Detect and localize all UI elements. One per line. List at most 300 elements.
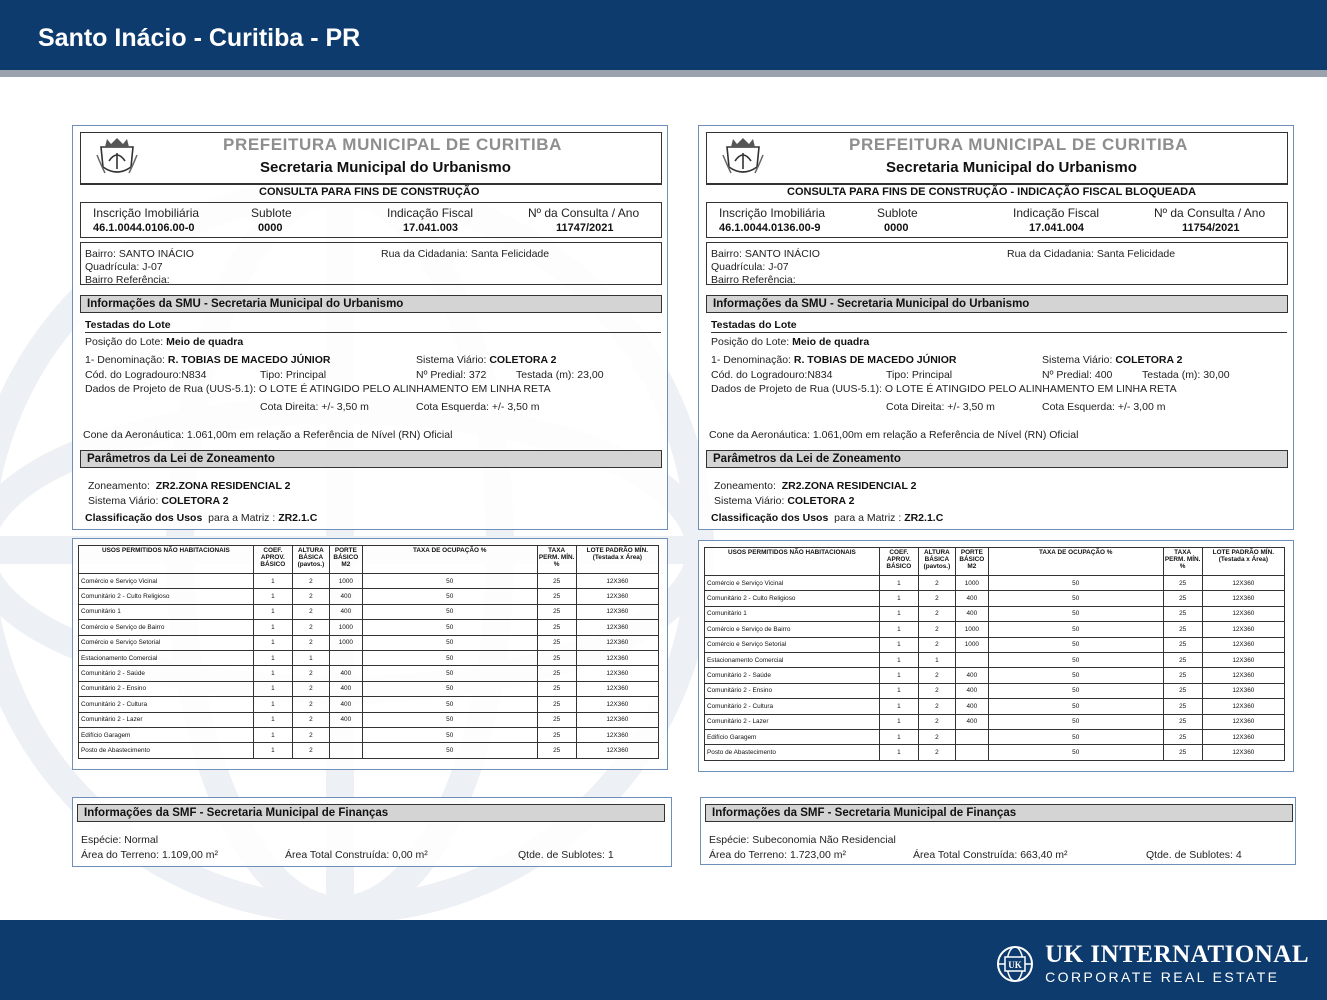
table-row: [705, 683, 1285, 698]
table-cell: 12X360: [1202, 637, 1284, 652]
table-header-cell: COEF. APROV. BÁSICO: [253, 546, 292, 574]
table-cell: Estacionamento Comercial: [79, 650, 254, 665]
table-cell: 50: [362, 574, 537, 589]
table-cell: 25: [537, 589, 576, 604]
table-cell: 400: [955, 699, 988, 714]
denominacao: 1- Denominação: R. TOBIAS DE MACEDO JÚNIOR: [85, 354, 331, 366]
table-header-cell: LOTE PADRÃO MÍN. (Testada x Área): [576, 546, 658, 574]
table-cell: Comunitário 2 - Cultura: [705, 699, 880, 714]
table-cell: 2: [918, 714, 955, 729]
especie: Espécie: Normal: [81, 834, 159, 846]
table-cell: 2: [292, 712, 329, 727]
consulta-title: CONSULTA PARA FINS DE CONSTRUÇÃO: [259, 186, 480, 198]
table-cell: 12X360: [1202, 668, 1284, 683]
table-cell: 50: [362, 727, 537, 742]
table-cell: 1: [879, 729, 918, 744]
consulta-number-value: 11754/2021: [1182, 222, 1240, 234]
table-cell: Comunitário 1: [705, 606, 880, 621]
table-cell: Comércio e Serviço Vicinal: [705, 576, 880, 591]
inscricao-value: 46.1.0044.0136.00-9: [719, 222, 821, 234]
table-header-cell: USOS PERMITIDOS NÃO HABITACIONAIS: [705, 548, 880, 576]
table-row: [705, 637, 1285, 652]
table-cell: 25: [1163, 714, 1202, 729]
classificacao-usos: Classificação dos Usos para a Matriz : ZR2.1.C: [711, 512, 944, 524]
table-cell: 25: [537, 712, 576, 727]
table-cell: 50: [988, 714, 1163, 729]
uses-table: [704, 547, 1285, 761]
table-cell: 2: [918, 745, 955, 760]
consulta-document: [72, 125, 668, 530]
table-cell: 400: [329, 604, 362, 619]
table-cell: 50: [362, 635, 537, 650]
testada: Testada (m): 23,00: [516, 369, 604, 381]
table-row: [79, 697, 659, 712]
table-cell: 25: [1163, 652, 1202, 667]
table-cell: 50: [988, 591, 1163, 606]
bairro-referencia: Bairro Referência:: [711, 274, 796, 286]
table-cell: 1: [879, 745, 918, 760]
divider: [706, 183, 1288, 184]
page-title: Santo Inácio - Curitiba - PR: [38, 24, 361, 52]
table-cell: 25: [1163, 745, 1202, 760]
table-header-cell: TAXA DE OCUPAÇÃO %: [362, 546, 537, 574]
classificacao-usos: Classificação dos Usos para a Matriz : ZR2.1.C: [85, 512, 318, 524]
table-header-cell: COEF. APROV. BÁSICO: [879, 548, 918, 576]
crest-icon: [721, 135, 765, 179]
bairro-referencia: Bairro Referência:: [85, 274, 170, 286]
table-cell: 50: [988, 576, 1163, 591]
table-cell: 1000: [955, 576, 988, 591]
sistema-viario-zoning: Sistema Viário: COLETORA 2: [88, 495, 229, 507]
table-header-cell: ALTURA BÁSICA (pavtos.): [292, 546, 329, 574]
table-cell: Posto de Abastecimento: [79, 743, 254, 758]
testadas-heading: Testadas do Lote: [85, 319, 171, 331]
table-cell: Comunitário 1: [79, 604, 254, 619]
brand-tagline: CORPORATE REAL ESTATE: [1045, 969, 1280, 985]
table-cell: 1: [879, 699, 918, 714]
table-cell: 2: [918, 622, 955, 637]
table-row: [79, 604, 659, 619]
table-row: [705, 606, 1285, 621]
cod-logradouro: Cód. do Logradouro:N834: [711, 369, 833, 381]
table-cell: 12X360: [576, 666, 658, 681]
table-cell: 12X360: [576, 743, 658, 758]
table-row: [79, 681, 659, 696]
smf-panel: [72, 797, 672, 867]
table-cell: Comunitário 2 - Culto Religioso: [79, 589, 254, 604]
table-cell: 400: [329, 697, 362, 712]
table-cell: 1: [918, 652, 955, 667]
table-cell: 2: [292, 681, 329, 696]
header-divider: [0, 70, 1327, 77]
cone-aeronautica: Cone da Aeronáutica: 1.061,00m em relação a Referência de Nível (RN) Oficial: [709, 429, 1079, 441]
table-cell: [955, 729, 988, 744]
table-row: [705, 699, 1285, 714]
table-row: [79, 620, 659, 635]
bairro: Bairro: SANTO INÁCIO: [85, 248, 194, 260]
zoning-section-title: Parâmetros da Lei de Zoneamento: [80, 450, 662, 468]
consulta-title: CONSULTA PARA FINS DE CONSTRUÇÃO - INDICAÇÃO FISCAL BLOQUEADA: [787, 186, 1197, 198]
table-cell: 400: [329, 681, 362, 696]
cota-direita: Cota Direita: +/- 3,50 m: [260, 401, 369, 413]
table-cell: 50: [988, 606, 1163, 621]
table-cell: 12X360: [1202, 591, 1284, 606]
table-cell: Comunitário 2 - Culto Religioso: [705, 591, 880, 606]
table-cell: [329, 650, 362, 665]
table-cell: [955, 652, 988, 667]
table-cell: 1: [292, 650, 329, 665]
table-cell: 1000: [955, 622, 988, 637]
table-cell: Posto de Abastecimento: [705, 745, 880, 760]
table-cell: 25: [1163, 699, 1202, 714]
dados-projeto-rua: Dados de Projeto de Rua (UUS-5.1): O LOTE É ATINGIDO PELO ALINHAMENTO EM LINHA RETA: [711, 383, 1177, 395]
table-cell: 2: [292, 574, 329, 589]
table-cell: 400: [329, 712, 362, 727]
cone-aeronautica: Cone da Aeronáutica: 1.061,00m em relação a Referência de Nível (RN) Oficial: [83, 429, 453, 441]
table-cell: 25: [537, 743, 576, 758]
table-cell: 25: [1163, 729, 1202, 744]
sublote-value: 0000: [884, 222, 909, 234]
table-cell: 2: [292, 589, 329, 604]
smu-section-title: Informações da SMU - Secretaria Municipal do Urbanismo: [706, 295, 1288, 313]
qtde-sublotes: Qtde. de Sublotes: 1: [518, 849, 614, 861]
consulta-number-label: Nº da Consulta / Ano: [1154, 206, 1266, 220]
table-cell: 50: [362, 604, 537, 619]
table-cell: Comércio e Serviço de Bairro: [705, 622, 880, 637]
table-cell: 25: [537, 727, 576, 742]
indicacao-value: 17.041.004: [1029, 222, 1085, 234]
table-cell: 50: [362, 681, 537, 696]
testada: Testada (m): 30,00: [1142, 369, 1230, 381]
table-cell: 1000: [329, 574, 362, 589]
table-cell: 12X360: [1202, 729, 1284, 744]
table-header-cell: TAXA PERM. MÍN. %: [1163, 548, 1202, 576]
table-cell: 25: [1163, 683, 1202, 698]
table-cell: 1: [253, 666, 292, 681]
consulta-number-label: Nº da Consulta / Ano: [528, 206, 640, 220]
cota-direita: Cota Direita: +/- 3,50 m: [886, 401, 995, 413]
table-cell: [955, 745, 988, 760]
uses-table: [78, 545, 659, 759]
table-cell: 400: [329, 589, 362, 604]
prefeitura-title: PREFEITURA MUNICIPAL DE CURITIBA: [849, 135, 1189, 154]
table-row: [705, 622, 1285, 637]
table-cell: 1: [879, 622, 918, 637]
table-row: [705, 714, 1285, 729]
table-cell: [329, 743, 362, 758]
consulta-document: [698, 125, 1294, 530]
table-cell: 2: [918, 668, 955, 683]
table-row: [79, 666, 659, 681]
table-cell: 1: [253, 697, 292, 712]
table-row: [79, 743, 659, 758]
table-cell: 12X360: [1202, 622, 1284, 637]
table-cell: Comércio e Serviço Vicinal: [79, 574, 254, 589]
table-cell: 2: [918, 683, 955, 698]
table-cell: 2: [292, 743, 329, 758]
tipo: Tipo: Principal: [886, 369, 953, 381]
rua-cidadania: Rua da Cidadania: Santa Felicidade: [381, 248, 550, 260]
table-cell: 12X360: [1202, 745, 1284, 760]
area-construida: Área Total Construída: 0,00 m²: [285, 849, 428, 861]
table-cell: 400: [955, 683, 988, 698]
table-header-cell: LOTE PADRÃO MÍN. (Testada x Área): [1202, 548, 1284, 576]
table-cell: 25: [1163, 576, 1202, 591]
dados-projeto-rua: Dados de Projeto de Rua (UUS-5.1): O LOTE É ATINGIDO PELO ALINHAMENTO EM LINHA RETA: [85, 383, 551, 395]
sistema-viario-zoning: Sistema Viário: COLETORA 2: [714, 495, 855, 507]
table-header-cell: PORTE BÁSICO M2: [329, 546, 362, 574]
cota-esquerda: Cota Esquerda: +/- 3,00 m: [1042, 401, 1166, 413]
zoneamento: Zoneamento: ZR2.ZONA RESIDENCIAL 2: [714, 480, 917, 492]
table-cell: 25: [1163, 606, 1202, 621]
table-cell: Comunitário 2 - Saúde: [705, 668, 880, 683]
sublote-label: Sublote: [877, 206, 918, 220]
table-cell: 2: [292, 697, 329, 712]
table-cell: 1: [879, 637, 918, 652]
table-cell: 50: [988, 729, 1163, 744]
table-cell: Comunitário 2 - Cultura: [79, 697, 254, 712]
testadas-heading: Testadas do Lote: [711, 319, 797, 331]
table-cell: 2: [918, 699, 955, 714]
table-cell: 25: [1163, 591, 1202, 606]
table-cell: [329, 727, 362, 742]
table-cell: Comunitário 2 - Ensino: [705, 683, 880, 698]
table-row: [705, 729, 1285, 744]
table-cell: 1: [879, 652, 918, 667]
table-cell: 12X360: [576, 589, 658, 604]
table-row: [705, 652, 1285, 667]
numero-predial: Nº Predial: 372: [416, 369, 487, 381]
quadricula: Quadrícula: J-07: [711, 261, 789, 273]
table-row: [79, 712, 659, 727]
header-band: [0, 0, 1327, 77]
table-header-cell: TAXA PERM. MÍN. %: [537, 546, 576, 574]
table-cell: 2: [918, 606, 955, 621]
zoning-section-title: Parâmetros da Lei de Zoneamento: [706, 450, 1288, 468]
table-cell: 1: [253, 574, 292, 589]
table-cell: 1: [879, 668, 918, 683]
table-header-cell: PORTE BÁSICO M2: [955, 548, 988, 576]
table-cell: 12X360: [576, 712, 658, 727]
table-cell: 400: [955, 668, 988, 683]
table-cell: 12X360: [1202, 606, 1284, 621]
table-cell: 1: [879, 576, 918, 591]
table-cell: Edifício Garagem: [705, 729, 880, 744]
table-cell: 50: [362, 712, 537, 727]
table-cell: 1: [253, 743, 292, 758]
table-cell: Comunitário 2 - Lazer: [79, 712, 254, 727]
table-cell: 1: [879, 714, 918, 729]
smf-panel: [700, 797, 1296, 865]
table-row: [79, 574, 659, 589]
bairro: Bairro: SANTO INÁCIO: [711, 248, 820, 260]
inscricao-value: 46.1.0044.0106.00-0: [93, 222, 195, 234]
table-cell: 12X360: [576, 681, 658, 696]
table-cell: 1000: [329, 620, 362, 635]
numero-predial: Nº Predial: 400: [1042, 369, 1113, 381]
table-cell: Comunitário 2 - Lazer: [705, 714, 880, 729]
table-row: [705, 576, 1285, 591]
table-cell: 1: [253, 727, 292, 742]
table-row: [705, 591, 1285, 606]
table-cell: 50: [988, 622, 1163, 637]
cod-logradouro: Cód. do Logradouro:N834: [85, 369, 207, 381]
svg-text:UK: UK: [1008, 960, 1022, 970]
table-header-cell: USOS PERMITIDOS NÃO HABITACIONAIS: [79, 546, 254, 574]
table-cell: Estacionamento Comercial: [705, 652, 880, 667]
table-cell: 1: [253, 635, 292, 650]
table-row: [705, 745, 1285, 760]
table-cell: 12X360: [576, 604, 658, 619]
table-cell: 25: [537, 574, 576, 589]
table-cell: 12X360: [1202, 576, 1284, 591]
table-cell: 12X360: [1202, 699, 1284, 714]
area-construida: Área Total Construída: 663,40 m²: [913, 849, 1068, 861]
sublote-value: 0000: [258, 222, 283, 234]
table-cell: 1: [879, 606, 918, 621]
table-header-cell: TAXA DE OCUPAÇÃO %: [988, 548, 1163, 576]
table-cell: 25: [1163, 668, 1202, 683]
table-cell: Comércio e Serviço de Bairro: [79, 620, 254, 635]
table-cell: Comunitário 2 - Saúde: [79, 666, 254, 681]
inscricao-label: Inscrição Imobiliária: [719, 206, 826, 220]
table-cell: 25: [537, 635, 576, 650]
table-cell: 50: [988, 683, 1163, 698]
table-row: [79, 589, 659, 604]
table-cell: 2: [918, 729, 955, 744]
table-cell: 12X360: [576, 697, 658, 712]
table-cell: 1: [879, 683, 918, 698]
table-cell: 50: [988, 745, 1163, 760]
table-cell: 50: [362, 697, 537, 712]
table-cell: 400: [955, 714, 988, 729]
uses-table-panel: [698, 540, 1294, 772]
table-cell: 25: [537, 604, 576, 619]
table-cell: 2: [292, 620, 329, 635]
table-cell: 12X360: [1202, 714, 1284, 729]
table-cell: 12X360: [1202, 652, 1284, 667]
table-cell: 50: [362, 666, 537, 681]
table-cell: 2: [292, 604, 329, 619]
table-cell: 50: [362, 589, 537, 604]
table-cell: 1000: [329, 635, 362, 650]
table-cell: 50: [988, 668, 1163, 683]
indicacao-value: 17.041.003: [403, 222, 459, 234]
table-cell: 1: [879, 591, 918, 606]
table-cell: 50: [362, 620, 537, 635]
table-cell: 1: [253, 650, 292, 665]
table-cell: 12X360: [576, 635, 658, 650]
cota-esquerda: Cota Esquerda: +/- 3,50 m: [416, 401, 540, 413]
table-cell: Comunitário 2 - Ensino: [79, 681, 254, 696]
table-cell: 25: [537, 697, 576, 712]
table-cell: 12X360: [576, 727, 658, 742]
divider: [80, 183, 662, 184]
table-header-cell: ALTURA BÁSICA (pavtos.): [918, 548, 955, 576]
crest-icon: [95, 135, 139, 179]
especie: Espécie: Subeconomia Não Residencial: [709, 834, 896, 846]
zoneamento: Zoneamento: ZR2.ZONA RESIDENCIAL 2: [88, 480, 291, 492]
table-cell: 2: [292, 635, 329, 650]
smf-section-title: Informações da SMF - Secretaria Municipal de Finanças: [705, 804, 1293, 822]
denominacao: 1- Denominação: R. TOBIAS DE MACEDO JÚNIOR: [711, 354, 957, 366]
secretaria-title: Secretaria Municipal do Urbanismo: [260, 159, 511, 176]
table-cell: 50: [988, 699, 1163, 714]
posicao-lote: Posição do Lote: Meio de quadra: [85, 336, 244, 348]
table-cell: 12X360: [576, 650, 658, 665]
table-cell: 2: [292, 666, 329, 681]
table-cell: Comércio e Serviço Setorial: [79, 635, 254, 650]
table-cell: Comércio e Serviço Setorial: [705, 637, 880, 652]
table-cell: 400: [329, 666, 362, 681]
brand-logo: [993, 942, 1309, 986]
inscricao-label: Inscrição Imobiliária: [93, 206, 200, 220]
indicacao-label: Indicação Fiscal: [1013, 206, 1100, 220]
quadricula: Quadrícula: J-07: [85, 261, 163, 273]
prefeitura-title: PREFEITURA MUNICIPAL DE CURITIBA: [223, 135, 563, 154]
table-cell: 25: [537, 666, 576, 681]
table-row: [705, 668, 1285, 683]
table-cell: 1: [253, 589, 292, 604]
consulta-number-value: 11747/2021: [556, 222, 614, 234]
table-cell: 25: [537, 681, 576, 696]
table-cell: 50: [362, 650, 537, 665]
uk-globe-logo-icon: [993, 944, 1037, 984]
table-cell: Edifício Garagem: [79, 727, 254, 742]
brand-name: UK INTERNATIONAL: [1045, 941, 1309, 968]
table-cell: 400: [955, 606, 988, 621]
table-cell: 2: [292, 727, 329, 742]
rua-cidadania: Rua da Cidadania: Santa Felicidade: [1007, 248, 1176, 260]
table-cell: 50: [362, 743, 537, 758]
indicacao-label: Indicação Fiscal: [387, 206, 474, 220]
table-cell: 25: [1163, 637, 1202, 652]
divider: [711, 332, 1287, 333]
uses-table-panel: [72, 538, 668, 770]
sistema-viario: Sistema Viário: COLETORA 2: [416, 354, 557, 366]
table-cell: 2: [918, 576, 955, 591]
table-cell: 2: [918, 637, 955, 652]
table-row: [79, 650, 659, 665]
table-cell: 12X360: [576, 574, 658, 589]
table-cell: 2: [918, 591, 955, 606]
table-cell: 50: [988, 637, 1163, 652]
smf-section-title: Informações da SMF - Secretaria Municipal de Finanças: [77, 804, 665, 822]
sistema-viario: Sistema Viário: COLETORA 2: [1042, 354, 1183, 366]
area-terreno: Área do Terreno: 1.723,00 m²: [709, 849, 846, 861]
divider: [85, 332, 661, 333]
table-cell: 1: [253, 712, 292, 727]
table-cell: 25: [1163, 622, 1202, 637]
table-cell: 50: [988, 652, 1163, 667]
posicao-lote: Posição do Lote: Meio de quadra: [711, 336, 870, 348]
table-cell: 12X360: [576, 620, 658, 635]
table-cell: 1: [253, 604, 292, 619]
area-terreno: Área do Terreno: 1.109,00 m²: [81, 849, 218, 861]
table-cell: 1: [253, 681, 292, 696]
sublote-label: Sublote: [251, 206, 292, 220]
table-cell: 1000: [955, 637, 988, 652]
table-cell: 400: [955, 591, 988, 606]
secretaria-title: Secretaria Municipal do Urbanismo: [886, 159, 1137, 176]
table-cell: 25: [537, 620, 576, 635]
table-row: [79, 727, 659, 742]
qtde-sublotes: Qtde. de Sublotes: 4: [1146, 849, 1242, 861]
tipo: Tipo: Principal: [260, 369, 327, 381]
table-cell: 12X360: [1202, 683, 1284, 698]
smu-section-title: Informações da SMU - Secretaria Municipal do Urbanismo: [80, 295, 662, 313]
table-cell: 1: [253, 620, 292, 635]
